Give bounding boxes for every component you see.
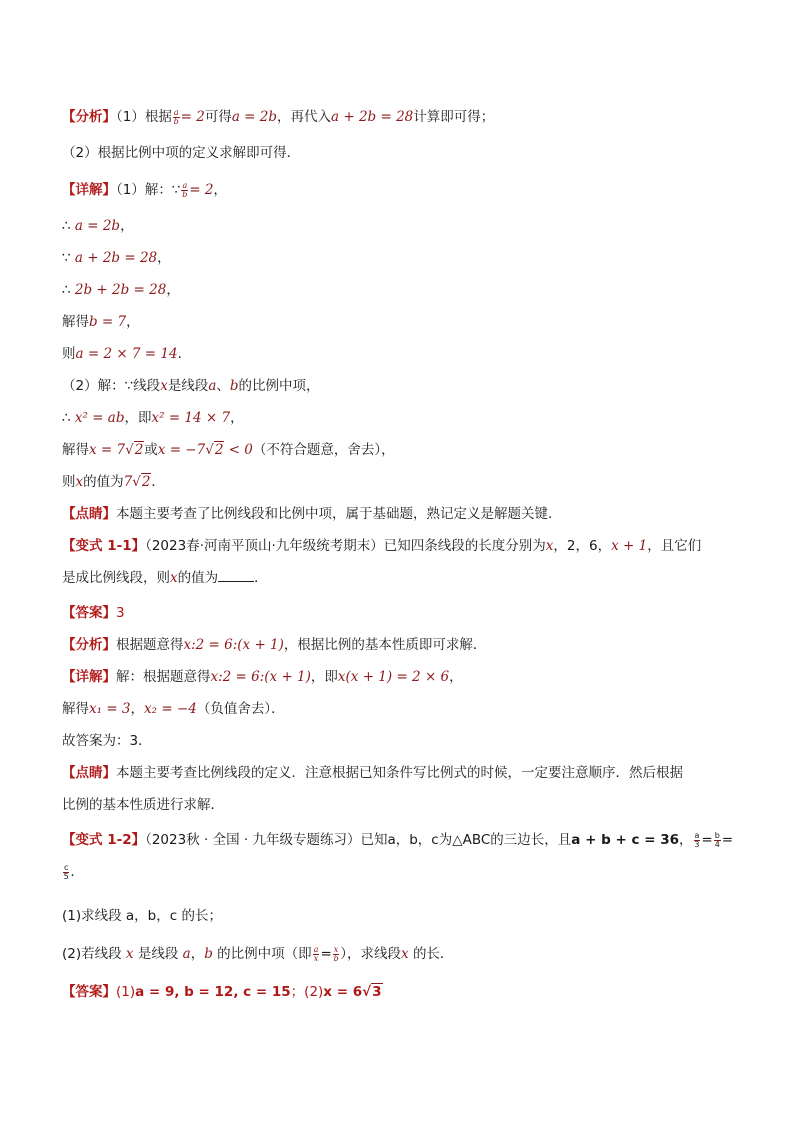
detail-step-2: ∵ a + 2b = 28， <box>62 250 171 266</box>
insight-line: 【点睛】本题主要考查了比例线段和比例中项，属于基础题，熟记定义是解题关键． <box>62 506 562 522</box>
variant-1-1-line-1: 【变式 1-1】（2023春·河南平顶山·九年级统考期末）已知四条线段的长度分别为x，2，6，x + 1，且它们 <box>62 538 702 554</box>
answer-blank <box>218 568 254 582</box>
variant-1-2-line-1: 【变式 1-2】（2023秋 · 全国 · 九年级专题练习）已知a，b，c为△ABC的三边长，且a + b + c = 36， $\frac{a}{3}$ = $\frac{b}{4}$ = <box>62 830 734 849</box>
variant-1-1-conclude: 故答案为：3． <box>62 733 152 749</box>
variant-1-1-insight-2: 比例的基本性质进行求解． <box>62 797 224 813</box>
variant-1-1-answer: 【答案】3 <box>62 605 125 621</box>
variant-1-1-insight-1: 【点睛】本题主要考查比例线段的定义．注意根据已知条件写比例式的时候，一定要注意顺序．然后根据 <box>62 765 683 781</box>
question-1: (1)求线段 a，b，c 的长； <box>62 908 222 924</box>
detail-part2-2: ∴ x² = ab，即x² = 14 × 7， <box>62 410 244 426</box>
detail-line-1: 【详解】（1）解：∵ $\frac{a}{b}$ = 2， <box>62 180 227 199</box>
question-2: (2)若线段 x 是线段 a，b 的比例中项（即 $\frac{a}{x}$ = $\frac{x}{b}$ ），求线段x 的长． <box>62 944 454 963</box>
detail-part2-1: （2）解：∵线段x是线段a、b的比例中项， <box>62 378 320 394</box>
analysis-tag: 【分析】 <box>62 109 116 125</box>
detail-part2-4: 则x的值为7√2． <box>62 474 165 490</box>
variant-1-1-analysis: 【分析】根据题意得x:2 = 6:(x + 1)，根据比例的基本性质即可求解． <box>62 637 487 653</box>
detail-part2-3: 解得x = 7√2或x = −7√2 < 0（不符合题意，舍去）， <box>62 442 395 458</box>
analysis-line-1: 【分析】（1）根据 $\frac{a}{b}$ = 2可得a = 2b，再代入a + 2b = 28计算即可得； <box>62 107 495 126</box>
variant-1-1-line-2: 是成比例线段，则x的值为 ． <box>62 570 268 586</box>
detail-step-3: ∴ 2b + 2b = 28， <box>62 282 180 298</box>
detail-step-5: 则a = 2 × 7 = 14． <box>62 346 192 362</box>
detail-step-1: ∴ a = 2b， <box>62 218 134 234</box>
detail-step-4: 解得b = 7， <box>62 314 140 330</box>
variant-1-2-answer: 【答案】(1)a = 9, b = 12, c = 15；(2)x = 6√3 <box>62 984 382 1000</box>
analysis-line-2: （2）根据比例中项的定义求解即可得． <box>62 145 301 161</box>
variant-1-1-detail: 【详解】解：根据题意得x:2 = 6:(x + 1)，即x(x + 1) = 2 × 6， <box>62 669 463 685</box>
variant-1-2-line-2: $\frac{c}{5}$ . <box>63 862 75 881</box>
variant-1-1-solve: 解得x₁ = 3，x₂ = −4（负值舍去）． <box>62 701 285 717</box>
